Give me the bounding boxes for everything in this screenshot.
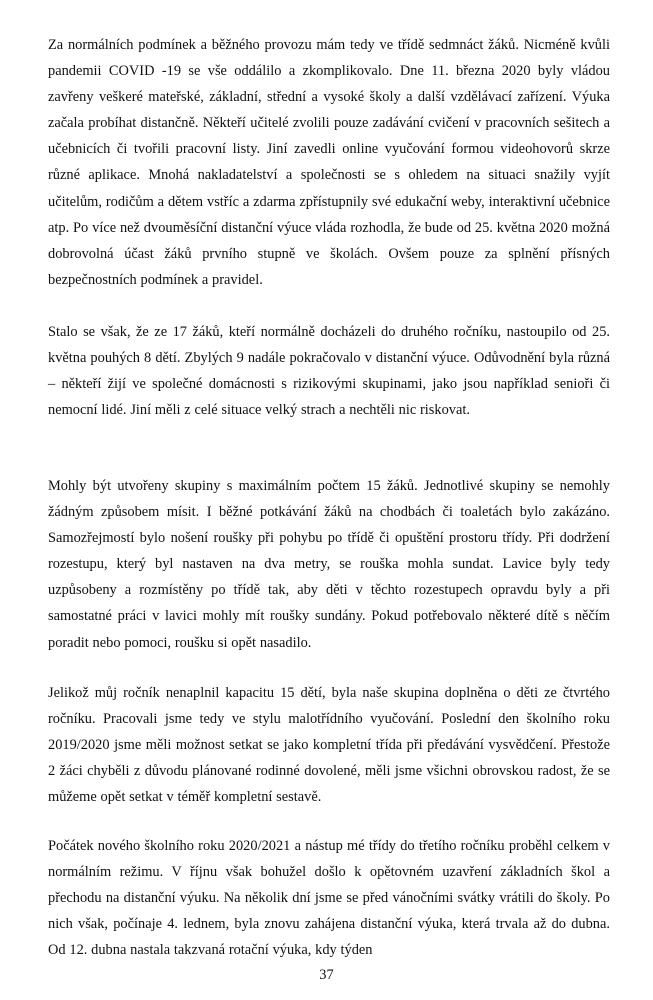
paragraph-attendance: Stalo se však, že ze 17 žáků, kteří normálně docházeli do druhého ročníku, nastoupilo od 25. května pouhých 8 dětí. Zbylých 9 nadále pokračovalo v distanční výuce. Odůvodnění byla různá – někteří žijí ve společné domácnosti s rizikovými skupinami, jako jsou například senioři či nemocní lidé. Jiní měli z celé situace velký strach a nechtěli nic riskovat. [48,324,610,419]
paragraph-combined-class: Jelikož můj ročník nenaplnil kapacitu 15 dětí, byla naše skupina doplněna o děti ze čtvrtého ročníku. Pracovali jsme tedy ve stylu malotřídního vyučování. Poslední den školního roku 2019/2020 jsme měli možnost setkat se jako kompletní třída při předávání vysvědčení. Přestože 2 žáci chyběli z důvodu plánované rodinné dovolené, měli jsme všichni obrovskou radost, že se můžeme opět setkat v téměř kompletní sestavě. [48,685,610,806]
paragraph-new-school-year: Počátek nového školního roku 2020/2021 a nástup mé třídy do třetího ročníku proběhl celkem v normálním režimu. V říjnu však bohužel došlo k opětovném uzavření základních škol a přechodu na distanční výuku. Na několik dní jsme se před vánočními svátky vrátili do školy. Po nich však, počínaje 4. lednem, byla znovu zahájena distanční výuka, která trvala až do dubna. Od 12. dubna nastala takzvaná rotační výuka, kdy týden [48,838,610,959]
paragraph-covid-closure: Za normálních podmínek a běžného provozu mám tedy ve třídě sedmnáct žáků. Nicméně kvůli pandemii COVID -19 se vše oddálilo a zkomplikovalo. Dne 11. března 2020 byly vládou zavřeny veškeré mateřské, základní, střední a vysoké školy a další vzdělávací zařízení. Výuka začala probíhat distančně. Někteří učitelé zvolili pouze zadávání cvičení v pracovních sešitech a učebnicích či tvořili pracovní listy. Jiní zavedli online vyučování formou videohovorů skrze různé aplikace. Mnohá nakladatelství a společnosti se s ohledem na situaci snažily vyjít učitelům, rodičům a dětem vstříc a zdarma zpřístupnily své edukační weby, interaktivní učebnice atp. Po více než dvouměsíční distanční výuce vláda rozhodla, že bude od 25. května 2020 možná dobrovolná účast žáků prvního stupně ve školách. Ovšem pouze za splnění přísných bezpečnostních podmínek a pravidel. [48,37,610,288]
paragraph-group-rules: Mohly být utvořeny skupiny s maximálním počtem 15 žáků. Jednotlivé skupiny se nemohly žádným způsobem mísit. I běžné potkávání žáků na chodbách či toaletách bylo zakázáno. Samozřejmostí bylo nošení roušky při pohybu po třídě či opuštění prostoru třídy. Při dodržení rozestupu, který byl nastaven na dva metry, se rouška mohla sundat. Lavice byly tedy uzpůsobeny a rozmístěny po třídě tak, aby děti v těchto rozestupech opravdu byly a při samostatné práci v lavici mohly mít roušky sundány. Pokud potřebovalo některé dítě s něčím poradit nebo pomoci, roušku si opět nasadilo. [48,478,610,651]
page-number: 37 [319,967,334,983]
